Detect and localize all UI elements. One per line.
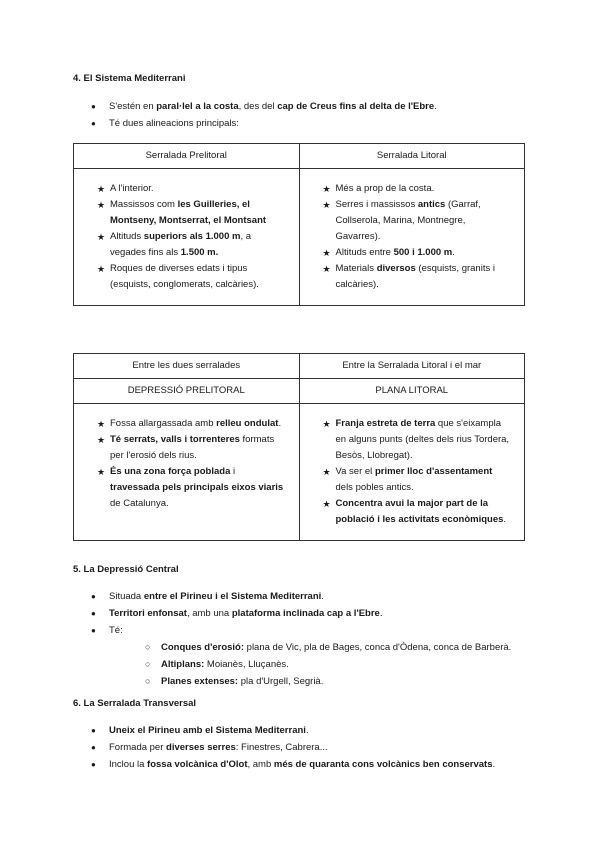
table-header-cell: Entre la Serralada Litoral i el mar — [299, 354, 525, 378]
table-subheader-row — [74, 379, 524, 404]
table-header-cell: Entre les dues serralades — [132, 360, 241, 371]
list-item: ● Té dues alineacions principals: — [91, 115, 437, 132]
section-5-heading: 5. La Depressió Central — [73, 564, 179, 575]
list-item: ● Té: ○ Conques d'erosió: plana de Vic, pla de Bages, conca d'Òdena, conca de Barberà. ○ Altiplans: Moianès, Lluçanès. ○ Planes extenses: pla d'Urgell, Segrià. — [91, 622, 511, 690]
list-item: ★ A l'interior. — [97, 181, 287, 197]
list-item: ★ Franja estreta de terra que s'eixampla en alguns punts (deltes dels rius Tordera, Besòs, Llobregat). — [323, 416, 513, 464]
table-cell — [74, 404, 299, 540]
list-item: ● Inclou la fossa volcànica d'Olot, amb més de quaranta cons volcànics ben conservats. — [91, 756, 495, 773]
list-item: ★ Serres i massissos antics (Garraf, Collserola, Marina, Montnegre, Gavarres). — [323, 197, 513, 245]
table-row — [74, 404, 524, 540]
table-cell — [299, 404, 525, 540]
list-item: ★ Altituds entre 500 i 1.000 m. — [323, 245, 513, 261]
depressions-table — [73, 353, 525, 541]
list-item: ● S'estén en paral·lel a la costa, des del cap de Creus fins al delta de l'Ebre. — [91, 98, 437, 115]
list-item: ○ Altiplans: Moianès, Lluçanès. — [145, 656, 511, 673]
list-item: ● Uneix el Pirineu amb el Sistema Mediterrani. — [91, 722, 495, 739]
list-item: ★ Concentra avui la major part de la població i les activitats econòmiques. — [323, 496, 513, 528]
section-5-sublist — [109, 639, 511, 690]
table-header-cell: Serralada Prelitoral — [145, 150, 227, 161]
table-header-row — [74, 144, 524, 169]
list-item: ★ Va ser el primer lloc d'assentament dels pobles antics. — [323, 464, 513, 496]
table-header-cell: Serralada Litoral — [299, 144, 525, 168]
section-4-list — [91, 98, 437, 132]
section-5-list — [91, 588, 511, 690]
list-item: ★ Roques de diverses edats i tipus (esquists, conglomerats, calcàries). — [97, 261, 287, 293]
table-cell — [299, 169, 525, 305]
list-item: ○ Conques d'erosió: plana de Vic, pla de Bages, conca d'Òdena, conca de Barberà. — [145, 639, 511, 656]
list-item: ● Territori enfonsat, amb una plataforma inclinada cap a l'Ebre. — [91, 605, 511, 622]
list-item: ★ Altituds superiors als 1.000 m, a vegades fins als 1.500 m. — [97, 229, 287, 261]
table-header-row — [74, 354, 524, 379]
list-item: ● Formada per diverses serres: Finestres, Cabrera... — [91, 739, 495, 756]
table-subheader-cell: PLANA LITORAL — [299, 379, 525, 403]
list-item: ★ Més a prop de la costa. — [323, 181, 513, 197]
list-item: ★ Té serrats, valls i torrenteres formats per l'erosió dels rius. — [97, 432, 287, 464]
list-item: ★ És una zona força poblada i travessada pels principals eixos viaris de Catalunya. — [97, 464, 287, 512]
section-6-list — [91, 722, 495, 773]
list-item: ★ Massissos com les Guilleries, el Montseny, Montserrat, el Montsant — [97, 197, 287, 229]
section-4-heading: 4. El Sistema Mediterrani — [73, 73, 186, 84]
table-row — [74, 169, 524, 305]
mountain-ranges-table — [73, 143, 525, 306]
section-6-heading: 6. La Serralada Transversal — [73, 698, 197, 709]
table-subheader-cell: DEPRESSIÓ PRELITORAL — [127, 385, 245, 396]
list-item: ● Situada entre el Pirineu i el Sistema Mediterrani. — [91, 588, 511, 605]
table-cell — [74, 169, 299, 305]
list-item: ★ Materials diversos (esquists, granits i calcàries). — [323, 261, 513, 293]
list-item: ★ Fossa allargassada amb relleu ondulat. — [97, 416, 287, 432]
list-item: ○ Planes extenses: pla d'Urgell, Segrià. — [145, 673, 511, 690]
